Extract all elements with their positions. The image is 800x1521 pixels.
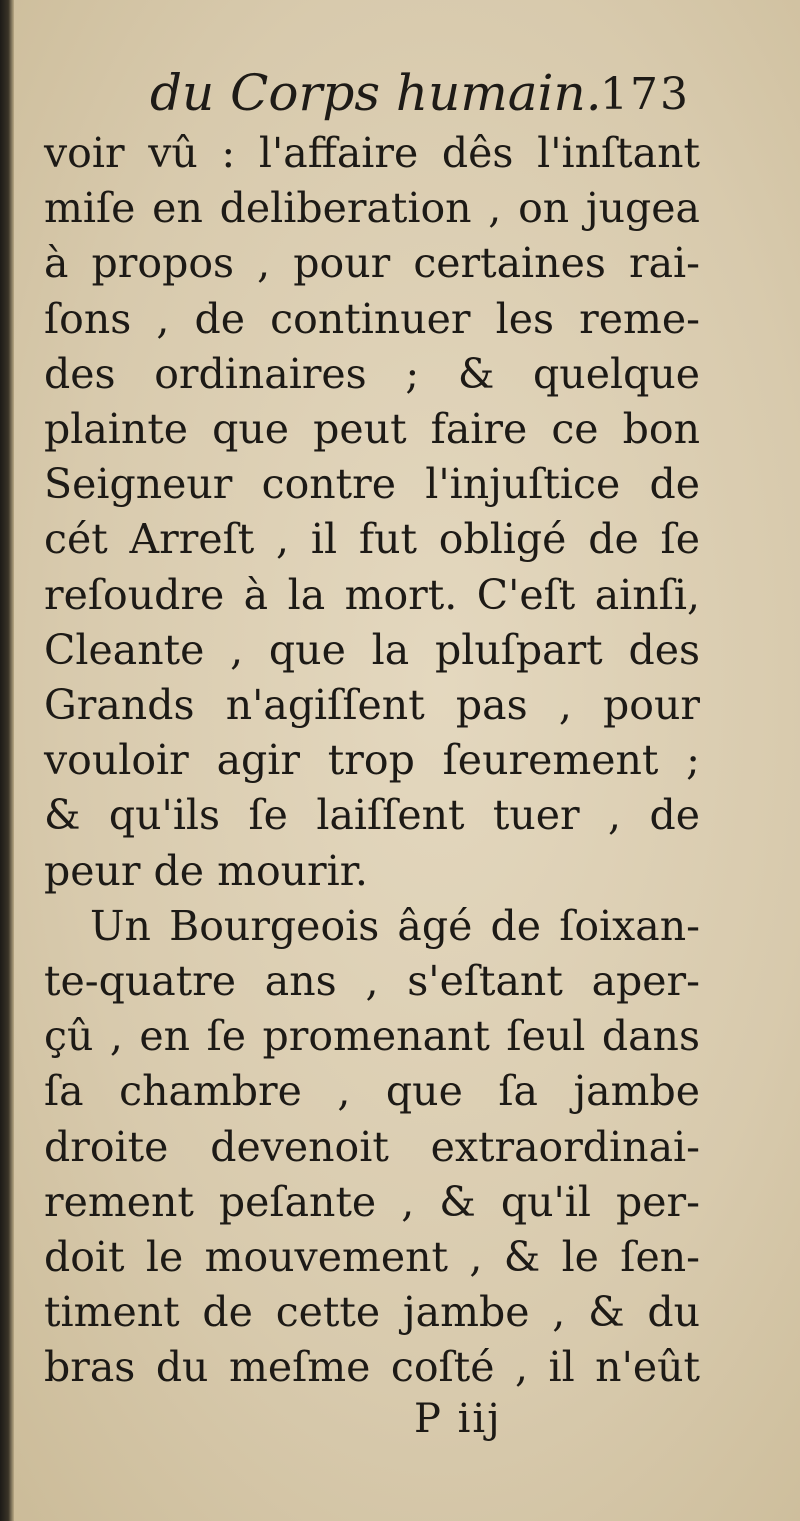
text-line: miſe en deliberation , on jugea xyxy=(44,184,700,233)
text-line: à propos , pour certaines rai- xyxy=(44,239,700,288)
text-line: ſons , de continuer les reme- xyxy=(44,294,700,343)
text-line: plainte que peut faire ce bon xyxy=(44,405,700,454)
text-line: te-quatre ans , s'eſtant aper- xyxy=(44,957,700,1006)
text-line: droite devenoit extraordinai- xyxy=(44,1122,700,1171)
text-line: doit le mouvement , & le ſen- xyxy=(44,1233,700,1282)
text-line: peur de mourir. xyxy=(44,846,368,895)
page-header xyxy=(150,62,690,132)
text-line: Cleante , que la pluſpart des xyxy=(44,625,700,674)
text-line: cét Arreſt , il fut obligé de ſe xyxy=(44,515,700,564)
text-line: rement peſante , & qu'il per- xyxy=(44,1177,700,1226)
signature-mark: P iij xyxy=(414,1396,502,1442)
running-head: du Corps humain. xyxy=(150,64,602,122)
text-line: Seigneur contre l'injuſtice de xyxy=(44,460,700,509)
text-line: des ordinaires ; & quelque xyxy=(44,349,700,398)
text-line: voir vû : l'affaire dês l'inſtant xyxy=(44,129,700,177)
text-line: bras du meſme coſté , il n'eût xyxy=(44,1343,700,1392)
body-text xyxy=(44,126,700,1396)
page-binding-edge xyxy=(0,0,14,1521)
text-line: vouloir agir trop ſeurement ; xyxy=(44,736,700,785)
text-line: timent de cette jambe , & du xyxy=(44,1288,700,1337)
text-line: Un Bourgeois âgé de ſoixan- xyxy=(90,901,700,950)
text-line: ſa chambre , que ſa jambe xyxy=(44,1067,700,1116)
text-line: & qu'ils ſe laiſſent tuer , de xyxy=(44,791,700,840)
text-line: reſoudre à la mort. C'eſt ainſi, xyxy=(44,570,700,619)
text-line: çû , en ſe promenant ſeul dans xyxy=(44,1012,700,1061)
text-line: Grands n'agiſſent pas , pour xyxy=(44,681,700,730)
page-number: 173 xyxy=(600,69,690,120)
